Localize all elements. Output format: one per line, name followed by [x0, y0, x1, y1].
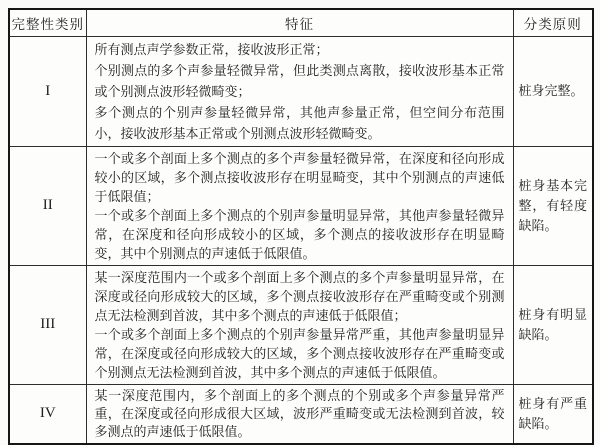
category-cell: II	[9, 146, 86, 265]
feature-cell	[86, 36, 513, 146]
category-cell: I	[9, 36, 86, 146]
category-cell: IV	[9, 384, 86, 444]
feature-cell	[86, 265, 513, 384]
principle-cell: 桩身完整。	[513, 36, 593, 146]
table-header-row	[9, 9, 593, 36]
principle-cell: 桩身基本完整，有轻度缺陷。	[513, 146, 593, 265]
feature-paragraph: 某一深度范围内一个或多个剖面上多个测点的多个声参量明显异常，在深度或径向形成较大的区域，多个测点接收波形存在严重畸变或个别测点无法检测到首波，其中多个测点的声速低于低限值；	[94, 269, 505, 323]
table-row-category-4	[9, 384, 593, 444]
feature-paragraph: 一个或多个剖面上多个测点的多个声参量轻微异常，在深度和径向形成较小的区域，多个测点接收波形存在明显畸变，其中个别测点的声速低于低限值；	[94, 150, 505, 204]
feature-cell	[86, 146, 513, 265]
table-row-category-1	[9, 36, 593, 146]
header-classification-principle: 分类原则	[513, 9, 593, 36]
header-characteristics: 特征	[86, 9, 513, 36]
feature-paragraph: 个别测点的多个声参量轻微异常，但此类测点离散，接收波形基本正常或个别测点波形轻微畸变；	[94, 62, 505, 99]
header-integrity-category: 完整性类别	[9, 9, 86, 36]
pile-integrity-classification-table	[8, 8, 594, 445]
feature-paragraph: 所有测点声学参数正常，接收波形正常；	[94, 41, 329, 57]
feature-paragraph: 一个或多个剖面上多个测点的个别声参量明显异常，其他声参量轻微异常，在深度和径向形成较小的区域，多个测点的接收波形存在明显畸变，其中个别测点的声速低于低限值。	[94, 207, 505, 261]
feature-paragraph: 某一深度范围内，多个剖面上的多个测点的个别或多个声参量异常严重，在深度或径向形成很大区域，波形严重畸变或无法检测到首波，较多测点的声速低于低限值。	[94, 387, 505, 439]
category-cell: III	[9, 265, 86, 384]
feature-cell	[86, 384, 513, 444]
principle-cell: 桩身有明显缺陷。	[513, 265, 593, 384]
table-row-category-3	[9, 265, 593, 384]
feature-paragraph: 一个或多个剖面上多个测点的个别声参量异常严重，其他声参量明显异常，在深度或径向形成较大的区域，多个测点接收波形存在严重畸变或个别测点无法检测到首波，其中多个测点的声速低于低限值。	[94, 326, 505, 380]
table-row-category-2	[9, 146, 593, 265]
principle-cell: 桩身有严重缺陷。	[513, 384, 593, 444]
feature-paragraph: 多个测点的个别声参量轻微异常，其他声参量正常，但空间分布范围小，接收波形基本正常或个别测点波形轻微畸变。	[94, 104, 505, 141]
